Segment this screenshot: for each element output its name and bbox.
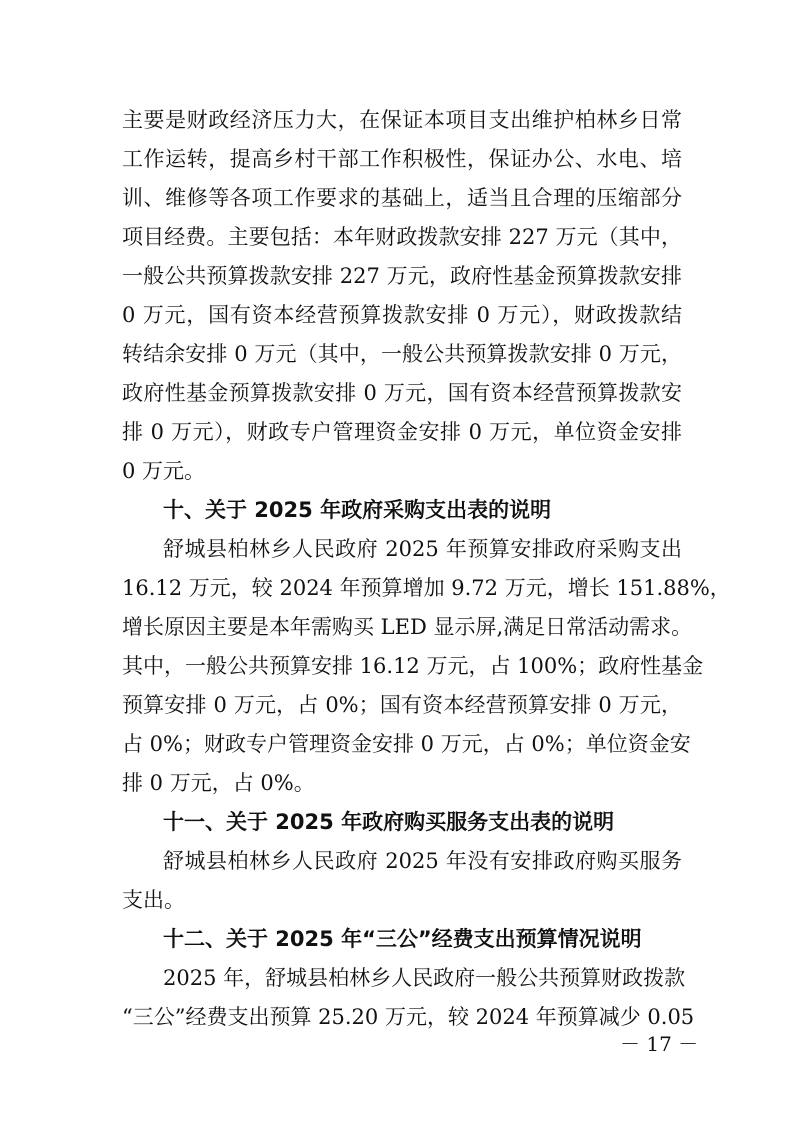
body-text-line: 排 0 万元），财政专户管理资金安排 0 万元，单位资金安排 bbox=[122, 420, 682, 444]
body-text-line: 项目经费。主要包括：本年财政拨款安排 227 万元（其中， bbox=[122, 225, 682, 249]
body-text-line: 一般公共预算拨款安排 227 万元，政府性基金预算拨款安排 bbox=[122, 264, 682, 288]
body-text-line: 支出。 bbox=[122, 888, 185, 912]
body-text-line: 工作运转，提高乡村干部工作积极性，保证办公、水电、培 bbox=[122, 147, 682, 171]
section-heading-11: 十一、关于 2025 年政府购买服务支出表的说明 bbox=[163, 810, 615, 834]
section-heading-12: 十二、关于 2025 年“三公”经费支出预算情况说明 bbox=[163, 927, 642, 951]
body-text-line: 增长原因主要是本年需购买 LED 显示屏,满足日常活动需求。 bbox=[122, 615, 693, 639]
paragraph-first-line: 2025 年，舒城县柏林乡人民政府一般公共预算财政拨款 bbox=[163, 966, 686, 990]
body-text-line: 政府性基金预算拨款安排 0 万元，国有资本经营预算拨款安 bbox=[122, 381, 682, 405]
body-text-line: 训、维修等各项工作要求的基础上，适当且合理的压缩部分 bbox=[122, 186, 682, 210]
body-text-line: “三公”经费支出预算 25.20 万元，较 2024 年预算减少 0.05 bbox=[122, 1005, 695, 1029]
body-text-line: 其中，一般公共预算安排 16.12 万元，占 100%；政府性基金 bbox=[122, 654, 704, 678]
body-text-line: 占 0%；财政专户管理资金安排 0 万元，占 0%；单位资金安 bbox=[122, 732, 691, 756]
body-text-line: 主要是财政经济压力大，在保证本项目支出维护柏林乡日常 bbox=[122, 108, 682, 132]
body-text-line: 16.12 万元，较 2024 年预算增加 9.72 万元，增长 151.88%， bbox=[122, 576, 731, 600]
body-text-line: 0 万元。 bbox=[122, 459, 206, 483]
body-text-line: 0 万元，国有资本经营预算拨款安排 0 万元），财政拨款结 bbox=[122, 303, 682, 327]
page-number: － 17 － bbox=[620, 1032, 699, 1056]
paragraph-first-line: 舒城县柏林乡人民政府 2025 年预算安排政府采购支出 bbox=[163, 537, 682, 561]
body-text-line: 转结余安排 0 万元（其中，一般公共预算拨款安排 0 万元， bbox=[122, 342, 682, 366]
body-text-line: 预算安排 0 万元，占 0%；国有资本经营预算安排 0 万元， bbox=[122, 693, 682, 717]
paragraph-first-line: 舒城县柏林乡人民政府 2025 年没有安排政府购买服务 bbox=[163, 849, 682, 873]
section-heading-10: 十、关于 2025 年政府采购支出表的说明 bbox=[163, 498, 552, 522]
body-text-line: 排 0 万元，占 0%。 bbox=[122, 771, 315, 795]
